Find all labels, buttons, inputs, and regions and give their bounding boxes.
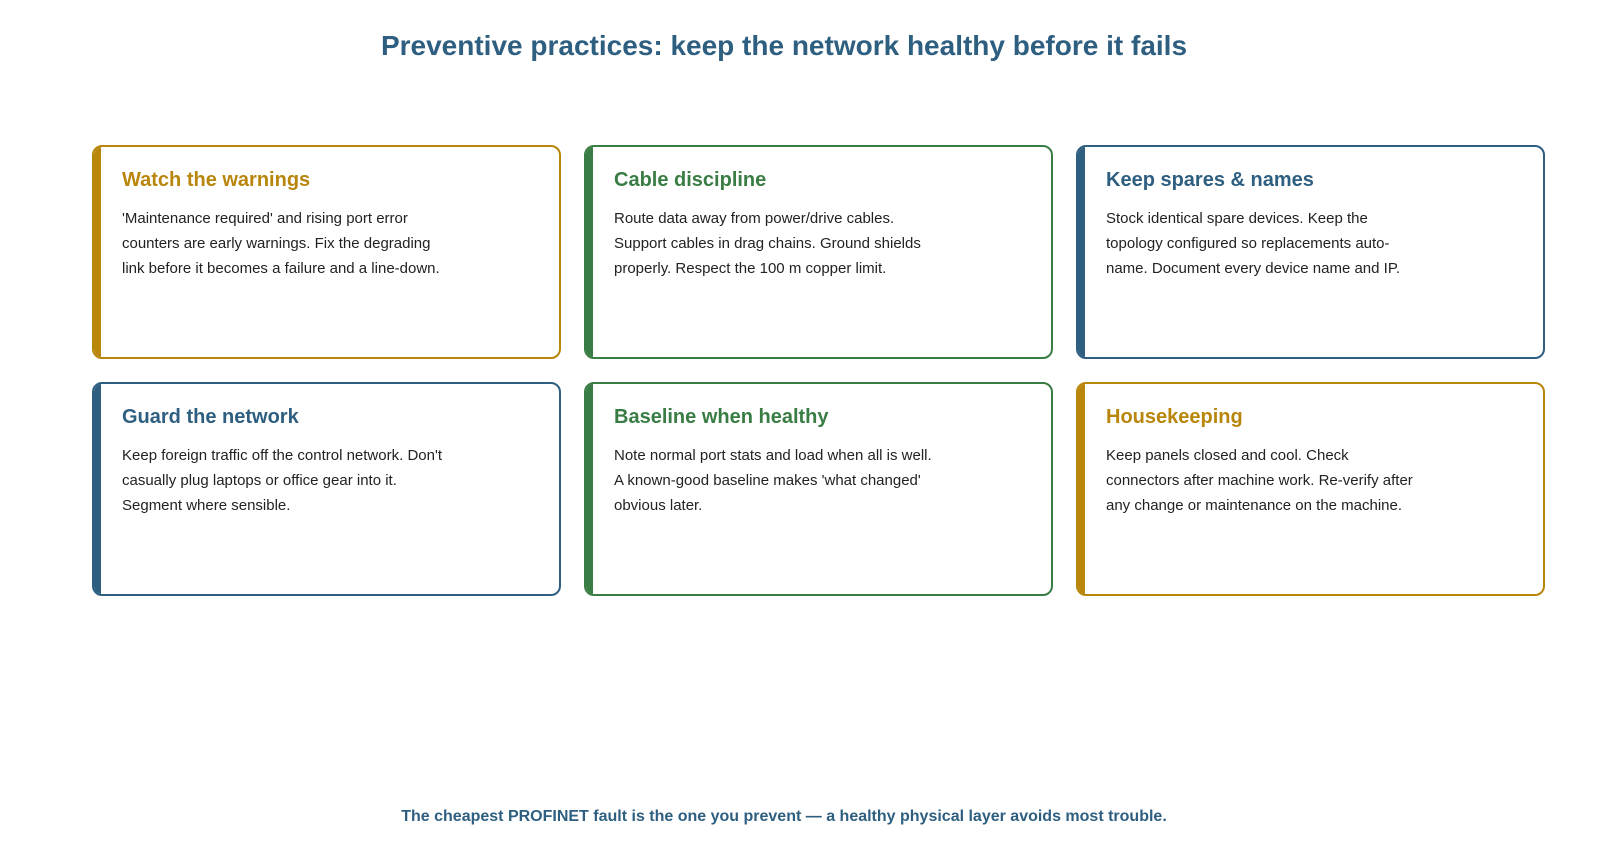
card-heading: Cable discipline <box>614 169 767 191</box>
card-body: 'Maintenance required' and rising port error counters are early warnings. Fix the degrading link before it becomes a failure and a line-down. <box>122 210 440 277</box>
card-body: Stock identical spare devices. Keep the topology configured so replacements auto-name. Document every device name and IP. <box>1106 210 1401 277</box>
card-body: Note normal port stats and load when all is well. A known-good baseline makes 'what changed' obvious later. <box>614 447 932 514</box>
page-title: Preventive practices: keep the network healthy before it fails <box>380 30 1188 61</box>
card-baseline-when-healthy <box>584 382 1053 596</box>
card-accent-bar <box>1078 384 1085 594</box>
card-housekeeping <box>1076 382 1545 596</box>
card-body: Keep foreign traffic off the control network. Don't casually plug laptops or office gear into it. Segment where sensible. <box>122 447 442 514</box>
card-heading: Baseline when healthy <box>614 406 829 428</box>
card-accent-bar <box>1078 147 1085 357</box>
card-heading: Keep spares & names <box>1106 169 1314 191</box>
card-accent-bar <box>586 384 593 594</box>
card-accent-bar <box>94 147 101 357</box>
card-body: Keep panels closed and cool. Check connectors after machine work. Re-verify after any change or maintenance on the machine. <box>1106 447 1413 514</box>
card-cable-discipline <box>584 145 1053 359</box>
card-body: Route data away from power/drive cables. Support cables in drag chains. Ground shields properly. Respect the 100 m copper limit. <box>614 210 921 277</box>
card-keep-spares-and-names <box>1076 145 1545 359</box>
card-accent-bar <box>586 147 593 357</box>
card-accent-bar <box>94 384 101 594</box>
card-heading: Guard the network <box>122 406 299 428</box>
card-heading: Housekeeping <box>1106 406 1243 428</box>
card-guard-the-network <box>92 382 561 596</box>
footer-note: The cheapest PROFINET fault is the one you prevent — a healthy physical layer avoids most trouble. <box>401 808 1167 825</box>
card-heading: Watch the warnings <box>122 169 311 191</box>
card-watch-the-warnings <box>92 145 561 359</box>
